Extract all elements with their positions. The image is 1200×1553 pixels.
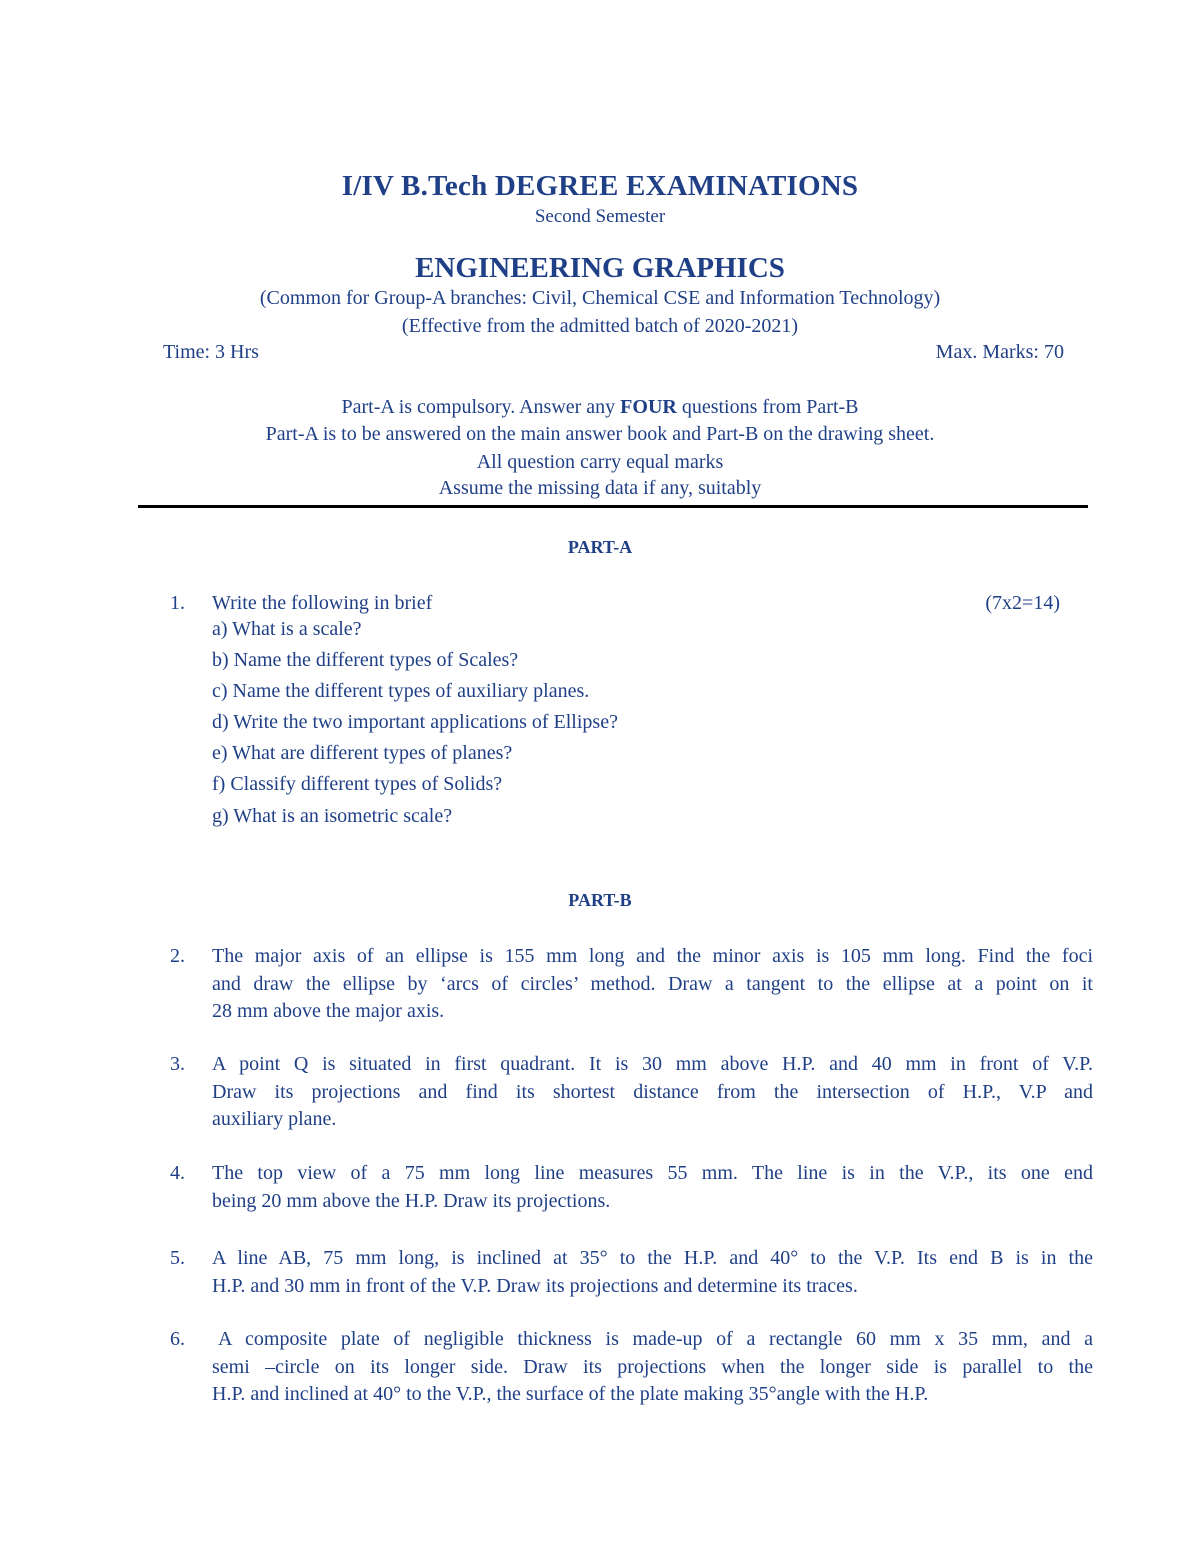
question-5-line: A line AB, 75 mm long, is inclined at 35° to the H.P. and 40° to the V.P. Its end B is in the [212,1247,1093,1269]
question-5-number: 5. [170,1247,185,1269]
instruction-equal-marks: All question carry equal marks [476,451,724,473]
exam-title: I/IV B.Tech DEGREE EXAMINATIONS [341,170,859,202]
question-2-line: 28 mm above the major axis. [212,1000,445,1022]
instruction-compulsory-bold: FOUR [620,396,677,418]
subject-title: ENGINEERING GRAPHICS [415,252,785,284]
question-4-number: 4. [170,1162,185,1184]
instruction-answer-book: Part-A is to be answered on the main answer book and Part-B on the drawing sheet. [265,423,935,445]
instruction-missing-data: Assume the missing data if any, suitably [438,477,762,499]
question-1-text: Write the following in brief [212,592,433,614]
semester-label: Second Semester [534,206,666,227]
question-4-line: The top view of a 75 mm long line measures 55 mm. The line is in the V.P., its one end [212,1162,1093,1184]
question-6-line: semi –circle on its longer side. Draw its projections when the longer side is parallel to the [212,1355,1093,1378]
instruction-compulsory-before: Part-A is compulsory. Answer any [341,396,621,418]
header-divider [138,505,1088,508]
sub-question-c: c) Name the different types of auxiliary planes. [212,680,590,702]
sub-question-b: b) Name the different types of Scales? [212,649,519,671]
question-6-line: A composite plate of negligible thickness is made-up of a rectangle 60 mm x 35 mm, and a [218,1328,1093,1350]
sub-question-g: g) What is an isometric scale? [212,805,453,827]
sub-question-d: d) Write the two important applications of Ellipse? [212,711,618,733]
question-1-marks: (7x2=14) [985,592,1060,614]
sub-question-f: f) Classify different types of Solids? [212,773,503,795]
question-4-line: being 20 mm above the H.P. Draw its projections. [212,1189,611,1212]
question-3-line: Draw its projections and find its shortest distance from the intersection of H.P., V.P and [212,1080,1093,1103]
question-2-line: The major axis of an ellipse is 155 mm long and the minor axis is 105 mm long. Find the foci [212,945,1093,967]
part-a-heading: PART-A [567,537,633,557]
question-1-number: 1. [170,592,185,614]
common-branches-note: (Common for Group-A branches: Civil, Chemical CSE and Information Technology) [259,287,941,309]
instruction-compulsory-after: questions from Part-B [676,396,859,418]
question-2-number: 2. [170,945,185,967]
instruction-compulsory [0,396,1200,419]
question-5-line: H.P. and 30 mm in front of the V.P. Draw its projections and determine its traces. [212,1274,858,1297]
part-b-heading: PART-B [568,890,632,910]
question-3-number: 3. [170,1053,185,1075]
question-6-line: H.P. and inclined at 40° to the V.P., the surface of the plate making 35°angle with the H.P. [212,1383,929,1405]
question-6-number: 6. [170,1328,185,1350]
question-3-line: A point Q is situated in first quadrant. It is 30 mm above H.P. and 40 mm in front of V.P. [212,1053,1093,1075]
sub-question-e: e) What are different types of planes? [212,742,513,764]
sub-question-a: a) What is a scale? [212,618,362,640]
time-label: Time: 3 Hrs [163,341,259,363]
effective-batch-note: (Effective from the admitted batch of 2020-2021) [401,315,799,337]
max-marks-label: Max. Marks: 70 [935,341,1064,363]
question-2-line: and draw the ellipse by ‘arcs of circles’ method. Draw a tangent to the ellipse at a point on it [212,972,1093,995]
question-3-line: auxiliary plane. [212,1108,337,1130]
